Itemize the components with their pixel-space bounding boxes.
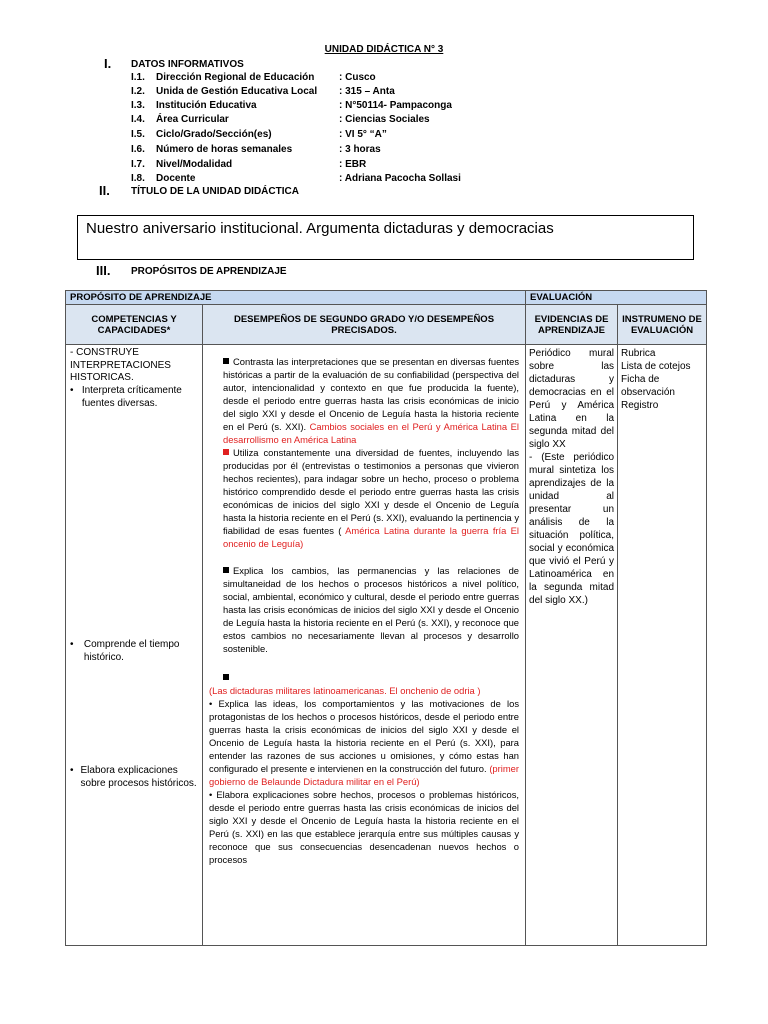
desempeno-4 [223, 671, 519, 684]
info-label: Ciclo/Grado/Sección(es) [156, 129, 272, 140]
info-num: I.5. [131, 129, 145, 140]
instrumentos-cell [618, 345, 707, 946]
desempeno-2 [223, 446, 519, 550]
square-bullet-icon [223, 674, 229, 680]
section-i-label: DATOS INFORMATIVOS [131, 59, 244, 70]
info-num: I.7. [131, 159, 145, 170]
info-row [131, 158, 366, 171]
info-label: Nivel/Modalidad [156, 159, 233, 170]
header-desempenos: DESEMPEÑOS DE SEGUNDO GRADO Y/O DESEMPEÑOS PRECISADOS. [203, 305, 526, 345]
evidencia-2: - (Este periódico mural sintetiza los aprendizajes de la unidad al presentar un análisis de la situación política, social y económica que vivió el Perú y Latinoamérica en la segunda mitad del siglo XX.) [529, 452, 615, 606]
info-value: : N°50114- Pampaconga [339, 100, 452, 111]
capacidad-3: • Elabora explicaciones sobre procesos históricos. [70, 765, 197, 789]
evidencias-cell [526, 345, 618, 946]
info-label: Institución Educativa [156, 100, 257, 111]
square-bullet-icon [223, 567, 229, 573]
desempeno-2-text: Utiliza constantemente una diversidad de fuentes, incluyendo las producidas por él (entrevistas o testimonios a personas que vivieron hechos recientes), para indagar sobre un hecho, proceso o problema histórico comprendido desde el periodo entre guerras hasta las crisis económicas de inicios del siglo XXI y desde el Oncenio de Leguía hasta la historia reciente en el Perú (s. XXI), evaluando la pertinencia y fiabilidad de esas fuentes ( [223, 447, 520, 536]
info-row [131, 143, 381, 156]
desempeno-1-topic: Cambios sociales en el Perú y América Latina El desarrollismo en América Latina [223, 421, 520, 445]
capacidad-2: • Comprende el tiempo histórico. [70, 639, 198, 664]
info-label: Dirección Regional de Educación [156, 72, 315, 83]
desempeno-6: • Elabora explicaciones sobre hechos, procesos o problemas históricos, desde el periodo entre guerras hasta las crisis económicas de inicios del siglo XXI y desde el Oncenio de Leguía hasta la historia reciente en el Perú (s. XXI) en las que establece jerarquía entre sus múltiples causas y reconoce que sus consecuencias desencadenan nuevos hechos o procesos [209, 789, 520, 865]
capacidad-2-text: Comprende el tiempo histórico. [83, 639, 180, 663]
instrumento-item: Lista de cotejos [621, 361, 691, 372]
evidencia-1: Periódico mural sobre las dictaduras y democracias en el Perú y América Latina en la segunda mitad del siglo XX [529, 348, 615, 450]
info-num: I.8. [131, 173, 145, 184]
desempeno-4-topic: (Las dictaduras militares latinoamericanas. El onchenio de odria ) [209, 685, 481, 696]
desempeno-5-text: • Explica las ideas, los comportamientos y las motivaciones de los protagonistas de los hechos o procesos históricos, desde el periodo entre guerras hasta la crisis económicas de inicios del siglo XXI y desde el Oncenio de Leguía hasta la historia reciente en el Perú (s. XXI), para entender las razones de sus acciones u omisiones, y cómo estas han configurado el presente e intervienen en la construcción del futuro. [209, 698, 520, 774]
desempeno-1 [223, 355, 519, 446]
desempenos-cell [203, 345, 526, 946]
desempeno-3 [223, 564, 519, 655]
purposes-table [65, 290, 707, 946]
section-i-number: I. [104, 56, 112, 71]
capacidad-1: • Interpreta críticamente fuentes diversas. [70, 385, 198, 410]
competencias-cell [66, 345, 203, 946]
info-row [131, 99, 452, 112]
unit-title-box: Nuestro aniversario institucional. Argumenta dictaduras y democracias [77, 215, 694, 260]
info-value: : 3 horas [339, 144, 381, 155]
competencia-main: - CONSTRUYE INTERPRETACIONES HISTORICAS. [70, 347, 171, 383]
square-bullet-icon [223, 449, 229, 455]
header-evidencias: EVIDENCIAS DE APRENDIZAJE [526, 305, 618, 345]
square-bullet-icon [223, 358, 229, 364]
desempeno-2-topic: América Latina durante la guerra fría El oncenio de Leguía) [223, 525, 520, 549]
info-row [131, 71, 376, 84]
desempeno-5 [209, 697, 519, 788]
desempeno-3-text: Explica los cambios, las permanencias y las relaciones de simultaneidad de los hechos o procesos históricos a nivel político, social, ambiental, económico y cultural, desde el periodo entre guerras hasta las crisis económicas de inicios del siglo XXI y desde el Oncenio de Leguía hasta la historia reciente en el Perú (s. XXI), y reconoce que estos cambios no necesariamente llevan al procesos y desarrollo sostenible. [223, 565, 520, 654]
info-label: Área Curricular [156, 114, 229, 125]
instrumento-item: Ficha de observación [621, 374, 675, 398]
info-value: : Adriana Pacocha Sollasi [339, 173, 461, 184]
desempeno-1-text: Contrasta las interpretaciones que se presentan en diversas fuentes históricas a partir de la evaluación de su confiabilidad (perspectiva del autor, intencionalidad y contexto en que fue producida la fuente), desde el periodo entre guerras hasta las crisis económicas de inicio del siglo XXI y desde el Oncenio de Leguía hasta la historia reciente en el Perú (s. XXI). [223, 356, 520, 432]
document-title: UNIDAD DIDÁCTICA N° 3 [324, 44, 444, 55]
instrumento-item: Registro [621, 400, 659, 411]
info-value: : Ciencias Sociales [339, 114, 430, 125]
section-ii-number: II. [99, 183, 110, 198]
section-ii-label: TÍTULO DE LA UNIDAD DIDÁCTICA [131, 186, 299, 197]
info-row [131, 85, 395, 98]
header-competencias: COMPETENCIAS Y CAPACIDADES* [66, 305, 203, 345]
section-iii-number: III. [96, 263, 111, 278]
desempeno-5-topic: (primer gobierno de Belaunde Dictadura militar en el Perú) [209, 763, 519, 787]
info-row [131, 113, 430, 126]
info-label: Unida de Gestión Educativa Local [156, 86, 318, 97]
info-num: I.3. [131, 100, 145, 111]
info-value: : VI 5° “A” [339, 129, 387, 140]
header-instrumento: INSTRUMENO DE EVALUACIÓN [618, 305, 707, 345]
info-num: I.1. [131, 72, 145, 83]
info-num: I.4. [131, 114, 145, 125]
capacidad-1-text: Interpreta críticamente fuentes diversas. [81, 385, 182, 409]
info-value: : EBR [339, 159, 367, 170]
info-row [131, 172, 461, 185]
info-num: I.6. [131, 144, 145, 155]
header-proposito: PROPÓSITO DE APRENDIZAJE [66, 291, 526, 305]
instrumento-item: Rubrica [621, 348, 656, 359]
info-label: Docente [156, 173, 196, 184]
section-iii-label: PROPÓSITOS DE APRENDIZAJE [131, 266, 287, 277]
capacidad-3-text: Elabora explicaciones sobre procesos históricos. [80, 765, 197, 789]
header-evaluacion: EVALUACIÓN [526, 291, 707, 305]
info-num: I.2. [131, 86, 145, 97]
info-label: Número de horas semanales [156, 144, 293, 155]
info-row [131, 128, 387, 141]
info-value: : Cusco [339, 72, 376, 83]
info-value: : 315 – Anta [339, 86, 395, 97]
